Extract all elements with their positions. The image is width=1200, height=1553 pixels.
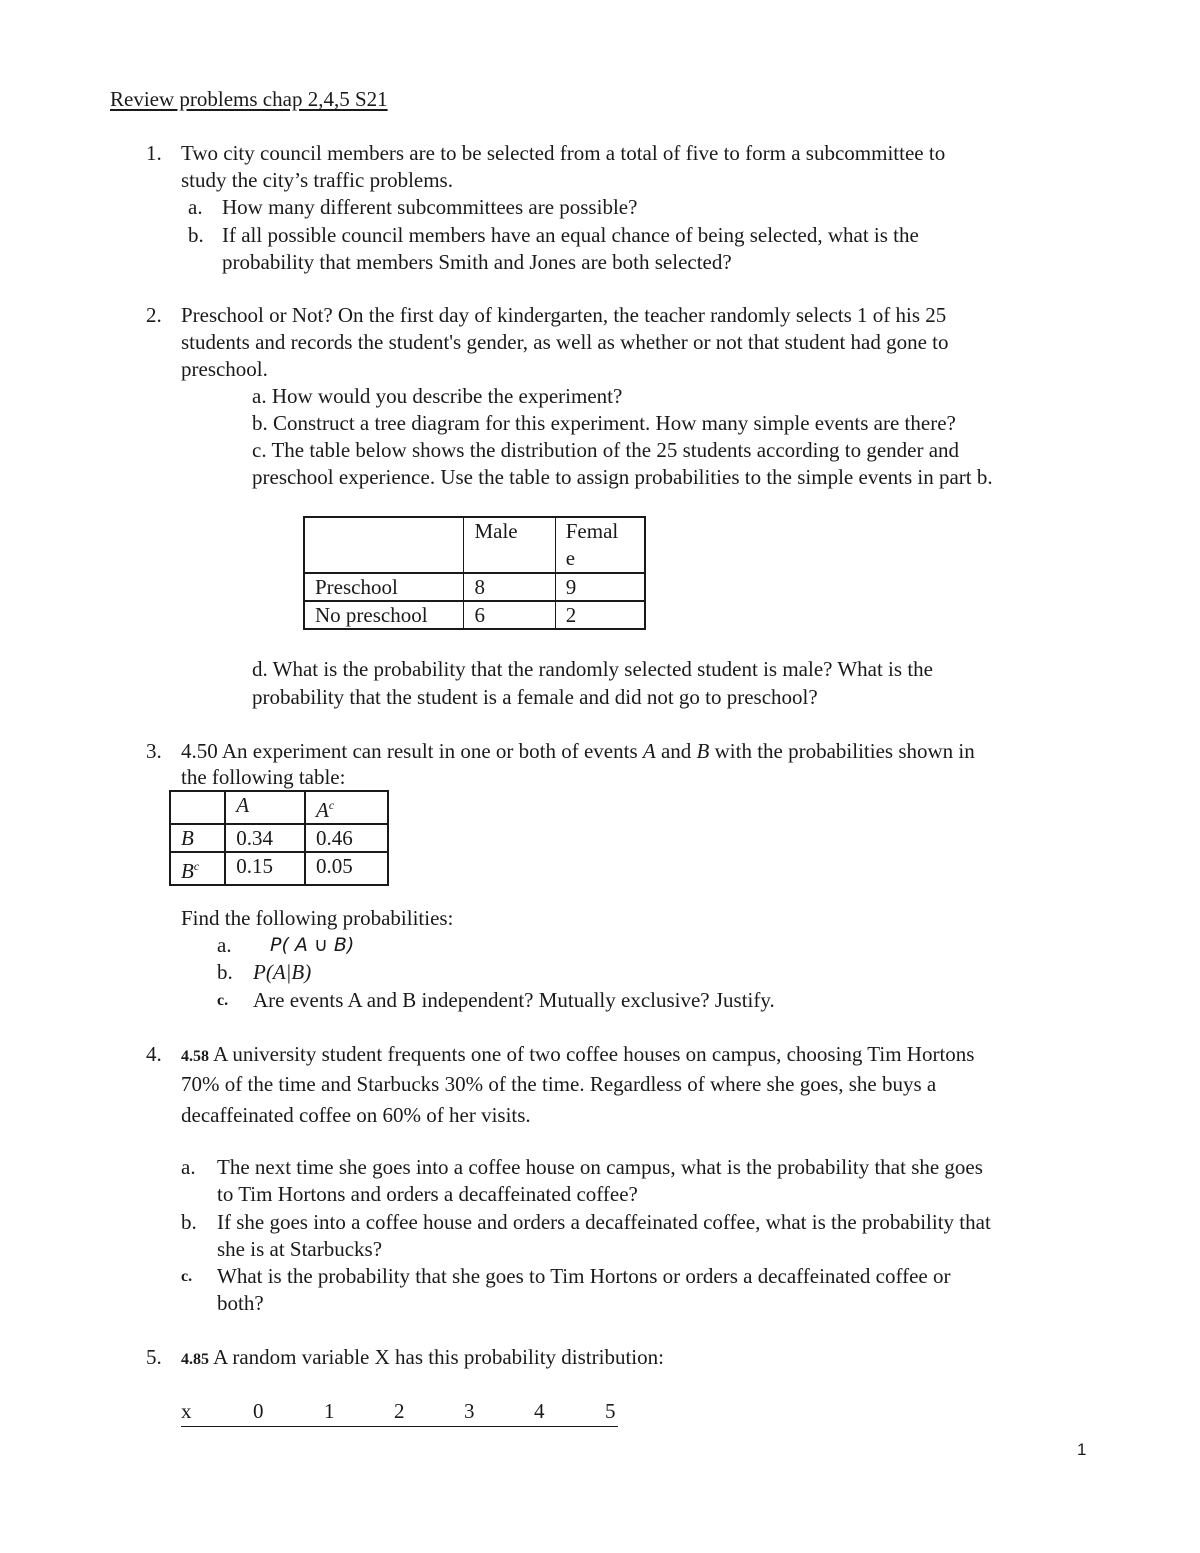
q3-line2: the following table: [181, 765, 346, 789]
q3-intro-mid: and [655, 739, 697, 763]
events-table [169, 790, 389, 886]
q4a-line1: The next time she goes into a coffee house on campus, what is the probability that she goes [217, 1155, 983, 1179]
q2-line2: students and records the student's gender, as well as whether or not that student had gone to [181, 330, 949, 354]
x-value: 2 [394, 1399, 405, 1423]
q1-line1: Two city council members are to be selected from a total of five to form a subcommittee to [181, 141, 946, 165]
page-title: Review problems chap 2,4,5 S21 [110, 87, 388, 111]
q3-line1 [181, 738, 975, 765]
q1b-line1: If all possible council members have an equal chance of being selected, what is the [222, 223, 919, 247]
q1a-label: a. [188, 195, 203, 219]
header-a: A [225, 791, 305, 824]
q4b-label: b. [181, 1210, 197, 1234]
q2d-line1: d. What is the probability that the randomly selected student is male? What is the [252, 657, 933, 681]
preschool-table [303, 516, 646, 630]
table-row [170, 852, 388, 885]
row-label: Preschool [304, 573, 464, 601]
q4-number: 4. [146, 1042, 162, 1066]
q4b-line2: she is at Starbucks? [217, 1237, 383, 1261]
q1a-text: How many different subcommittees are possible? [222, 195, 638, 219]
q3-intro-pre: 4.50 An experiment can result in one or both of events [181, 739, 643, 763]
complement-sup: c [328, 798, 335, 812]
q5-text: A random variable X has this probability distribution: [209, 1345, 664, 1369]
q4-code: 4.58 [181, 1048, 209, 1065]
q3-number: 3. [146, 739, 162, 763]
q4-line2: 70% of the time and Starbucks 30% of the time. Regardless of where she goes, she buys a [181, 1072, 937, 1096]
q4-line1 [181, 1041, 974, 1070]
q2a-text: a. How would you describe the experiment? [252, 384, 623, 408]
q4c-line1: What is the probability that she goes to Tim Hortons or orders a decaffeinated coffee or [217, 1264, 951, 1288]
q5-number: 5. [146, 1345, 162, 1369]
complement-sup: c [193, 859, 200, 873]
row-label: No preschool [304, 601, 464, 629]
q2c-line1: c. The table below shows the distribution of the 25 students according to gender and [252, 438, 960, 462]
b-complement-base: B [181, 859, 194, 883]
a-complement-base: A [316, 798, 329, 822]
page-number: 1 [1077, 1440, 1087, 1459]
q3b-label: b. [217, 960, 233, 984]
table-row [304, 601, 645, 629]
q3c-label: c. [217, 992, 229, 1009]
q1-line2: study the city’s traffic problems. [181, 168, 453, 192]
q2d-line2: probability that the student is a female and did not go to preschool? [252, 685, 818, 709]
q3c-text: Are events A and B independent? Mutually exclusive? Justify. [253, 988, 775, 1012]
x-value: 1 [324, 1399, 335, 1423]
q3-event-b: B [696, 739, 710, 763]
q2-line3: preschool. [181, 357, 268, 381]
table-row [170, 824, 388, 852]
cell-male: 6 [464, 601, 555, 629]
cell-bc-ac: 0.05 [305, 852, 388, 885]
header-female [555, 517, 645, 573]
q4c-line2: both? [217, 1291, 264, 1315]
q4-line3: decaffeinated coffee on 60% of her visits. [181, 1103, 531, 1127]
q1-number: 1. [146, 141, 162, 165]
header-a-complement [305, 791, 388, 824]
x-value: 4 [534, 1399, 545, 1423]
q3-intro-post: with the probabilities shown in [709, 739, 975, 763]
row-b: B [170, 824, 225, 852]
q3-event-a: A [642, 739, 656, 763]
q2-line1: Preschool or Not? On the first day of kindergarten, the teacher randomly selects 1 of his 25 [181, 303, 947, 327]
x-value: 5 [605, 1399, 616, 1423]
x-values-row [181, 1398, 618, 1427]
q4b-line1: If she goes into a coffee house and orders a decaffeinated coffee, what is the probability that [217, 1210, 991, 1234]
q2c-line2: preschool experience. Use the table to assign probabilities to the simple events in part b. [252, 465, 993, 489]
q1b-label: b. [188, 223, 204, 247]
cell-b-a: 0.34 [225, 824, 305, 852]
q3a-expression: P( A ∪ B) [270, 934, 355, 956]
q2b-text: b. Construct a tree diagram for this experiment. How many simple events are there? [252, 411, 956, 435]
cell-male: 8 [464, 573, 555, 601]
cell-female: 2 [555, 601, 645, 629]
row-b-complement [170, 852, 225, 885]
x-label: x [181, 1399, 192, 1423]
table-row [304, 573, 645, 601]
cell-bc-a: 0.15 [225, 852, 305, 885]
q3a-label: a. [217, 933, 232, 957]
q3b-expression: P(A|B) [253, 960, 312, 984]
header-female-part2: e [565, 546, 576, 570]
q4-line1-text: A university student frequents one of two coffee houses on campus, choosing Tim Hortons [209, 1042, 975, 1066]
cell-female: 9 [555, 573, 645, 601]
q4c-label: c. [181, 1268, 193, 1285]
q1b-line2: probability that members Smith and Jones are both selected? [222, 250, 732, 274]
header-male: Male [464, 517, 555, 573]
table-cell-empty [170, 791, 225, 824]
q5-line [181, 1344, 664, 1373]
q3-find: Find the following probabilities: [181, 906, 454, 930]
q2-number: 2. [146, 303, 162, 327]
header-female-part1: Femal [565, 519, 619, 543]
table-cell-empty [304, 517, 464, 573]
cell-b-ac: 0.46 [305, 824, 388, 852]
table-row [170, 791, 388, 824]
x-value: 3 [464, 1399, 475, 1423]
q4a-label: a. [181, 1155, 196, 1179]
q4a-line2: to Tim Hortons and orders a decaffeinated coffee? [217, 1182, 638, 1206]
table-row [304, 517, 645, 573]
x-value: 0 [253, 1399, 264, 1423]
q5-code: 4.85 [181, 1351, 209, 1368]
